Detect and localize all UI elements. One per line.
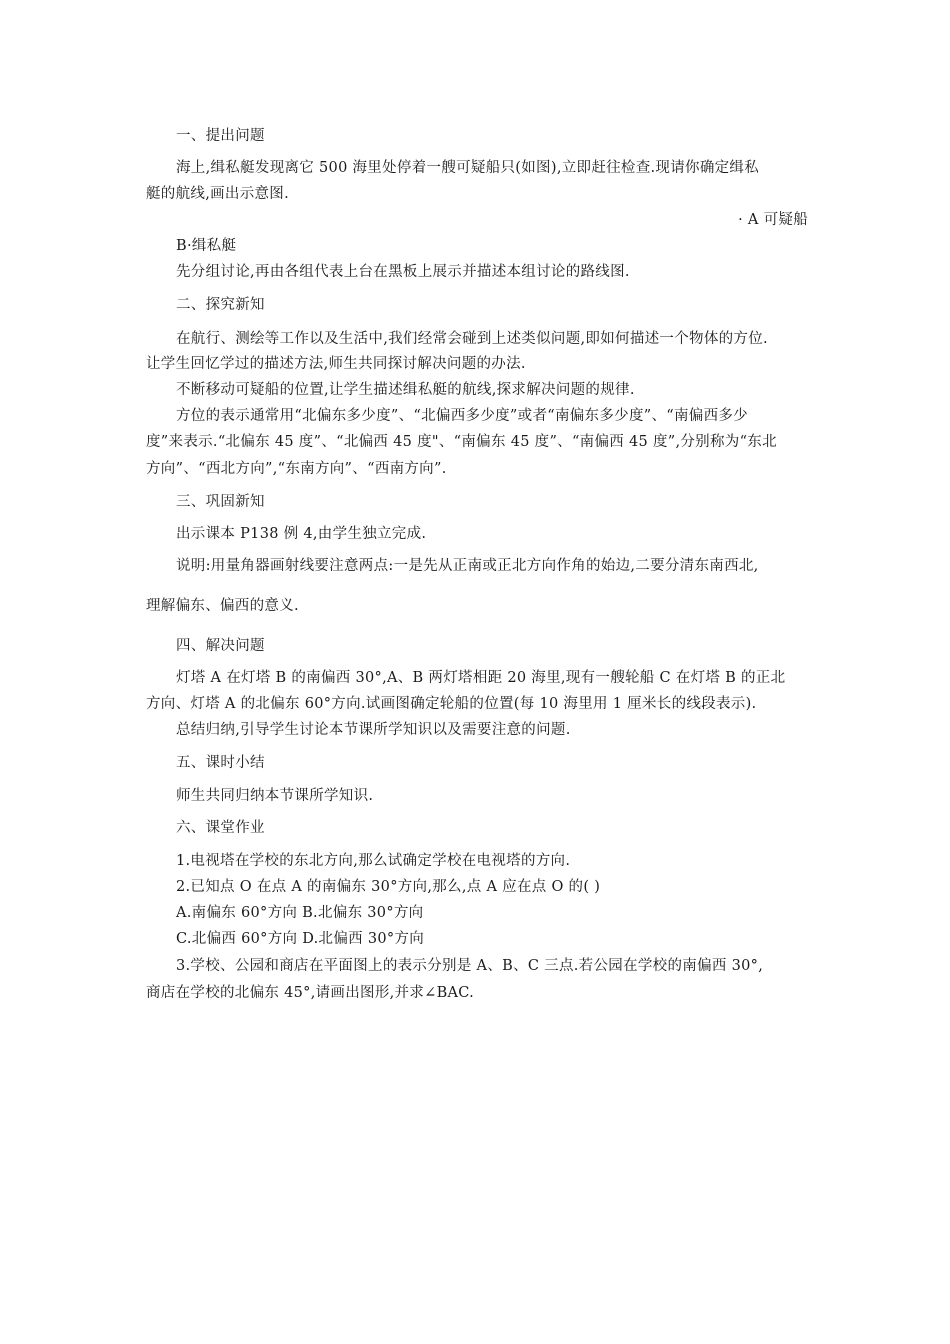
paragraph-line: 让学生回忆学过的描述方法,师生共同探讨解决问题的办法. [146,356,526,372]
paragraph-line: 商店在学校的北偏东 45°,请画出图形,并求∠BAC. [146,985,475,1001]
paragraph-line: 先分组讨论,再由各组代表上台在黑板上展示并描述本组讨论的路线图. [176,264,630,280]
exercise-question-1: 1.电视塔在学校的东北方向,那么试确定学校在电视塔的方向. [176,853,571,869]
exercise-question-3: 3.学校、公园和商店在平面图上的表示分别是 A、B、C 三点.若公园在学校的南偏西 30°, [176,958,764,974]
paragraph-line: 艇的航线,画出示意图. [146,186,290,202]
exercise-options-ab: A.南偏东 60°方向 B.北偏东 30°方向 [176,905,424,921]
figure-label-b: B·缉私艇 [176,238,237,254]
paragraph-line: 方向、灯塔 A 的北偏东 60°方向.试画图确定轮船的位置(每 10 海里用 1 厘米长的线段表示). [146,696,757,712]
section-heading-3: 三、巩固新知 [176,494,265,510]
paragraph-line: 在航行、测绘等工作以及生活中,我们经常会碰到上述类似问题,即如何描述一个物体的方位. [176,331,768,347]
paragraph-line: 师生共同归纳本节课所学知识. [176,788,374,804]
section-heading-2: 二、探究新知 [176,297,265,313]
paragraph-line: 海上,缉私艇发现离它 500 海里处停着一艘可疑船只(如图),立即赶往检查.现请你确定缉私 [176,160,760,176]
paragraph-line: 总结归纳,引导学生讨论本节课所学知识以及需要注意的问题. [176,722,571,738]
paragraph-line: 方向”、“西北方向”,“东南方向”、“西南方向”. [146,461,447,477]
paragraph-line: 说明:用量角器画射线要注意两点:一是先从正南或正北方向作角的始边,二要分清东南西北, [176,558,759,574]
section-heading-6: 六、课堂作业 [176,820,265,836]
exercise-options-cd: C.北偏西 60°方向 D.北偏西 30°方向 [176,931,425,947]
exercise-question-2: 2.已知点 O 在点 A 的南偏东 30°方向,那么,点 A 应在点 O 的( ) [176,879,601,895]
figure-label-a: · A 可疑船 [738,212,808,228]
paragraph-line: 度”来表示.“北偏东 45 度”、“北偏西 45 度"、“南偏东 45 度”、“南偏西 45 度”,分别称为“东北 [146,434,777,450]
paragraph-line: 方位的表示通常用“北偏东多少度”、“北偏西多少度”或者“南偏东多少度”、“南偏西多少 [176,408,748,424]
paragraph-line: 理解偏东、偏西的意义. [146,598,299,614]
paragraph-line: 出示课本 P138 例 4,由学生独立完成. [176,526,427,542]
paragraph-line: 灯塔 A 在灯塔 B 的南偏西 30°,A、B 两灯塔相距 20 海里,现有一艘轮船 C 在灯塔 B 的正北 [176,670,786,686]
section-heading-1: 一、提出问题 [176,128,265,144]
section-heading-4: 四、解决问题 [176,638,265,654]
section-heading-5: 五、课时小结 [176,755,265,771]
paragraph-line: 不断移动可疑船的位置,让学生描述缉私艇的航线,探求解决问题的规律. [176,382,635,398]
